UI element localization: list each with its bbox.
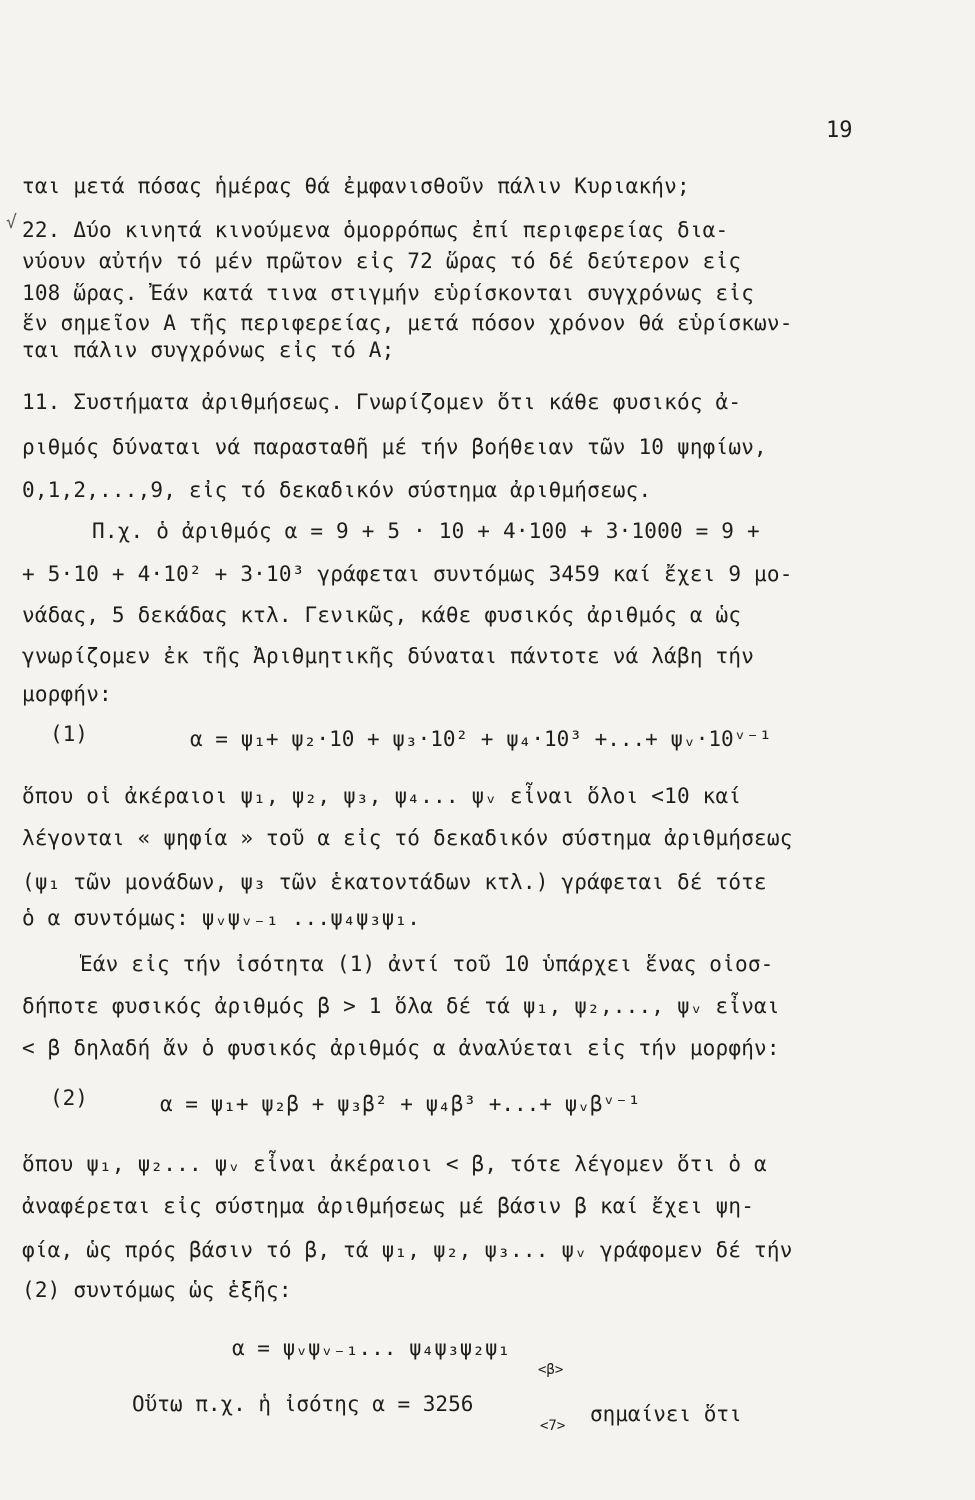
text-line: ὁ α συντόμως: ψᵥψᵥ₋₁ ...ψ₄ψ₃ψ₁. — [22, 906, 421, 930]
text-line: μορφήν: — [22, 682, 112, 706]
text-line: ται μετά πόσας ἡμέρας θά ἐμφανισθοῦν πάλιν Κυριακήν; — [22, 174, 690, 198]
margin-check-mark: √ — [6, 212, 17, 233]
final-line-base: <7> — [540, 1418, 566, 1434]
text-line: (ψ₁ τῶν μονάδων, ψ₃ τῶν ἑκατοντάδων κτλ.) γράφεται δέ τότε — [22, 870, 767, 894]
text-line: Ἐάν εἰς τήν ἰσότητα (1) ἀντί τοῦ 10 ὑπάρχει ἕνας οἱοσ- — [80, 952, 774, 976]
text-line: γνωρίζομεν ἐκ τῆς Ἀριθμητικῆς δύναται πάντοτε νά λάβη τήν — [22, 644, 755, 668]
text-line: + 5·10 + 4·10² + 3·10³ γράφεται συντόμως 3459 καί ἔχει 9 μο- — [22, 562, 793, 586]
final-line-end: σημαίνει ὅτι — [590, 1402, 742, 1426]
text-line: ριθμός δύναται νά παρασταθῆ μέ τήν βοήθειαν τῶν 10 ψηφίων, — [22, 435, 767, 459]
equation-3: α = ψᵥψᵥ₋₁... ψ₄ψ₃ψ₂ψ₁ — [232, 1336, 511, 1360]
equation-3-base: <β> — [538, 1362, 564, 1378]
text-line: ἕν σημεῖον Α τῆς περιφερείας, μετά πόσον χρόνον θά εὑρίσκων- — [22, 311, 793, 335]
text-line: φία, ὡς πρός βάσιν τό β, τά ψ₁, ψ₂, ψ₃... ψᵥ γράφομεν δέ τήν — [22, 1238, 793, 1262]
text-line: ὅπου οἱ ἀκέραιοι ψ₁, ψ₂, ψ₃, ψ₄... ψᵥ εἶναι ὅλοι <10 καί — [22, 784, 742, 808]
equation-1-label: (1) — [50, 722, 88, 746]
text-line: 0,1,2,...,9, εἰς τό δεκαδικόν σύστημα ἀριθμήσεως. — [22, 478, 652, 502]
text-line: (2) συντόμως ὡς ἑξῆς: — [22, 1278, 292, 1302]
equation-2: α = ψ₁+ ψ₂β + ψ₃β² + ψ₄β³ +...+ ψᵥβᵛ⁻¹ — [160, 1092, 641, 1116]
text-line: λέγονται « ψηφία » τοῦ α εἰς τό δεκαδικόν σύστημα ἀριθμήσεως — [22, 826, 793, 850]
text-line: ὅπου ψ₁, ψ₂... ψᵥ εἶναι ἀκέραιοι < β, τότε λέγομεν ὅτι ὁ α — [22, 1152, 767, 1176]
page-number: 19 — [826, 118, 853, 143]
text-line: νύουν αὐτήν τό μέν πρῶτον εἰς 72 ὥρας τό δέ δεύτερον εἰς — [22, 249, 742, 273]
equation-1: α = ψ₁+ ψ₂·10 + ψ₃·10² + ψ₄·10³ +...+ ψᵥ·10ᵛ⁻¹ — [190, 727, 772, 751]
exercise-22-line: 22. Δύο κινητά κινούμενα ὁμορρόπως ἐπί περιφερείας δια- — [22, 218, 729, 242]
text-line: Π.χ. ὁ ἀριθμός α = 9 + 5 · 10 + 4·100 + 3·1000 = 9 + — [92, 519, 760, 543]
equation-2-label: (2) — [50, 1086, 88, 1110]
text-line: ται πάλιν συγχρόνως εἰς τό Α; — [22, 338, 395, 362]
text-line: ἀναφέρεται εἰς σύστημα ἀριθμήσεως μέ βάσιν β καί ἔχει ψη- — [22, 1194, 755, 1218]
text-line: 108 ὥρας. Ἐάν κατά τινα στιγμήν εὑρίσκονται συγχρόνως εἰς — [22, 281, 755, 305]
text-line: < β δηλαδή ἄν ὁ φυσικός ἀριθμός α ἀναλύεται εἰς τήν μορφήν: — [22, 1036, 780, 1060]
text-line: νάδας, 5 δεκάδας κτλ. Γενικῶς, κάθε φυσικός ἀριθμός α ὡς — [22, 603, 742, 627]
final-line-start: Οὕτω π.χ. ἡ ἰσότης α = 3256 — [132, 1392, 474, 1416]
section-11-heading-line: 11. Συστήματα ἀριθμήσεως. Γνωρίζομεν ὅτι κάθε φυσικός ἀ- — [22, 390, 742, 414]
text-line: δήποτε φυσικός ἀριθμός β > 1 ὅλα δέ τά ψ₁, ψ₂,..., ψᵥ εἶναι — [22, 994, 780, 1018]
